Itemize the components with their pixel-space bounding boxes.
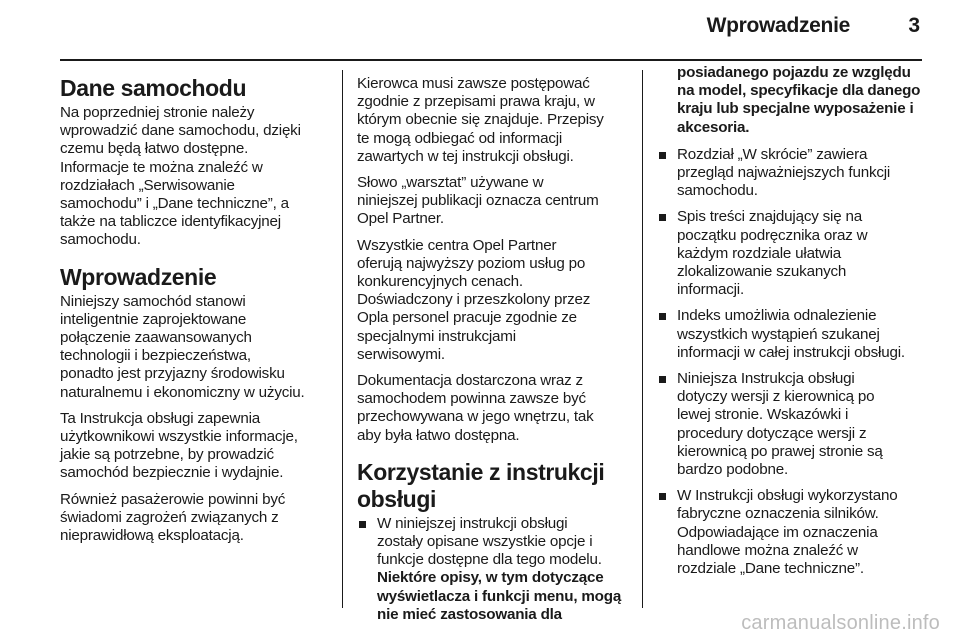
text-line-bold: Niektóre opisy, w tym dotyczące (377, 569, 604, 587)
text-line: handlowe można znaleźć w (677, 541, 858, 559)
text-line: ponadto jest przyjazny środowisku (60, 365, 285, 383)
text-line: Opel Partner. (357, 210, 444, 228)
text-line: serwisowymi. (357, 345, 445, 363)
list-item (657, 307, 927, 362)
text-line: lewej stronie. Wskazówki i (677, 406, 849, 424)
text-line: specjalnymi instrukcjami (357, 327, 516, 345)
list-item (657, 208, 927, 299)
text-line-bold: kraju lub specjalne wyposażenie i (677, 100, 914, 118)
paragraph (60, 293, 335, 402)
section-heading-introduction: Wprowadzenie (60, 263, 217, 290)
text-line: zlokalizowanie szukanych (677, 263, 847, 281)
text-line: rozdziałach „Serwisowanie (60, 176, 235, 194)
text-line: Niniejsza Instrukcja obsługi (677, 370, 855, 388)
text-line: świadomi zagrożeń związanych z (60, 508, 279, 526)
text-line: użytkownikowi wszystkie informacje, (60, 428, 298, 446)
text-line: zgodnie z przepisami prawa kraju, w (357, 93, 595, 111)
text-line: technologii i bezpieczeństwa, (60, 347, 251, 365)
text-line: fabryczne oznaczenia silników. (677, 505, 879, 523)
text-line: Również pasażerowie powinni być (60, 490, 286, 508)
section-heading-vehicle-data: Dane samochodu (60, 75, 247, 101)
heading-line: Korzystanie z instrukcji (357, 458, 605, 485)
paragraph (60, 410, 335, 483)
text-line: kierownicą po prawej stronie są (677, 442, 883, 460)
text-line: naturalnemu i ekonomiczny w użyciu. (60, 383, 305, 401)
text-line: W Instrukcji obsługi wykorzystano (677, 487, 898, 505)
column-1 (60, 75, 335, 553)
text-line: początku podręcznika oraz w (677, 226, 868, 244)
header-title: Wprowadzenie (706, 14, 850, 37)
text-line: funkcje dostępne dla tego modelu. (377, 551, 602, 569)
text-line: Dokumentacja dostarczona wraz z (357, 372, 583, 390)
text-line: W niniejszej instrukcji obsługi (377, 514, 568, 532)
text-line: przegląd najważniejszych funkcji (677, 164, 891, 182)
text-line: Wszystkie centra Opel Partner (357, 236, 557, 254)
section-heading-using-manual (357, 459, 627, 513)
text-line: samochodu. (677, 182, 758, 200)
text-line: jakie są potrzebne, by prowadzić (60, 446, 274, 464)
text-line: zostały opisane wszystkie opcje i (377, 533, 593, 551)
list-item (657, 487, 927, 578)
text-line: czemu będą łatwo dostępne. (60, 140, 249, 158)
column-divider-2 (642, 70, 643, 608)
text-line: samochodu” i „Dane techniczne”, a (60, 195, 289, 213)
text-line: aby była łatwo dostępna. (357, 426, 520, 444)
text-line: Informacje te można znaleźć w (60, 158, 263, 176)
list-item (657, 146, 927, 201)
paragraph (60, 104, 335, 250)
text-line: informacji w całej instrukcji obsługi. (677, 343, 905, 361)
square-bullet-icon (659, 376, 666, 383)
list-item (357, 515, 627, 624)
text-line: procedury dotyczące wersji z (677, 424, 867, 442)
text-line-bold: nie mieć zastosowania dla (377, 605, 562, 623)
text-line: rozdziale „Dane techniczne”. (677, 560, 864, 578)
text-line: także na tabliczce identyfikacyjnej (60, 213, 281, 231)
text-line: Na poprzedniej stronie należy (60, 104, 255, 121)
text-line-bold: wyświetlacza i funkcji menu, mogą (377, 587, 622, 605)
paragraph (357, 75, 627, 166)
text-line: dotyczy wersji z kierownicą po (677, 388, 875, 406)
column-divider-1 (342, 70, 343, 608)
text-line: Rozdział „W skrócie” zawiera (677, 145, 868, 163)
text-line: Spis treści znajdujący się na (677, 208, 862, 226)
text-line: przechowywana w jego wnętrzu, tak (357, 408, 594, 426)
paragraph (357, 372, 627, 445)
text-line: Niniejszy samochód stanowi (60, 292, 246, 310)
list-item (657, 370, 927, 479)
text-line: Doświadczony i przeszkolony przez (357, 291, 591, 309)
text-line: zawartych w tej instrukcji obsługi. (357, 147, 574, 165)
text-line: wszystkich wystąpień szukanej (677, 325, 880, 343)
text-line: połączenie zaawansowanych (60, 329, 252, 347)
text-line: te mogą odbiegać od informacji (357, 129, 563, 147)
paragraph (357, 174, 627, 229)
list-item-continuation (657, 64, 927, 137)
square-bullet-icon (659, 152, 666, 159)
header-rule (60, 59, 922, 61)
text-line: Opla personel pracuje zgodnie ze (357, 309, 577, 327)
text-line: Słowo „warsztat” używane w (357, 174, 544, 192)
text-line: Odpowiadające im oznaczenia (677, 523, 878, 541)
text-line: inteligentnie zaprojektowane (60, 310, 247, 328)
text-line: konkurencyjnych cenach. (357, 273, 523, 291)
column-2 (357, 75, 627, 632)
text-line: nieprawidłową eksploatacją. (60, 527, 244, 545)
text-line: informacji. (677, 281, 745, 299)
square-bullet-icon (659, 214, 666, 221)
text-line: Kierowca musi zawsze postępować (357, 75, 590, 92)
text-line: którym obecnie się znajduje. Przepisy (357, 111, 604, 129)
square-bullet-icon (359, 521, 366, 528)
heading-line: obsługi (357, 485, 436, 512)
text-line: wprowadzić dane samochodu, dzięki (60, 122, 301, 140)
text-line: Ta Instrukcja obsługi zapewnia (60, 409, 260, 427)
text-line: oferują najwyższy poziom usług po (357, 254, 586, 272)
text-line-bold: na model, specyfikacje dla danego (677, 82, 921, 100)
text-line-bold: posiadanego pojazdu ze względu (677, 64, 911, 81)
paragraph (60, 491, 335, 546)
text-line: każdym rozdziale ułatwia (677, 244, 842, 262)
column-3 (657, 64, 927, 586)
paragraph (357, 237, 627, 364)
text-line: samochodu. (60, 231, 141, 249)
watermark: carmanualsonline.info (741, 612, 940, 634)
text-line-bold: akcesoria. (677, 118, 750, 136)
text-line: samochodem powinna zawsze być (357, 390, 586, 408)
text-line: Indeks umożliwia odnalezienie (677, 307, 877, 325)
text-line: bardzo podobne. (677, 461, 789, 479)
text-line: samochód bezpiecznie i wydajnie. (60, 464, 284, 482)
page-number: 3 (908, 14, 920, 37)
square-bullet-icon (659, 313, 666, 320)
square-bullet-icon (659, 493, 666, 500)
text-line: niniejszej publikacji oznacza centrum (357, 192, 599, 210)
